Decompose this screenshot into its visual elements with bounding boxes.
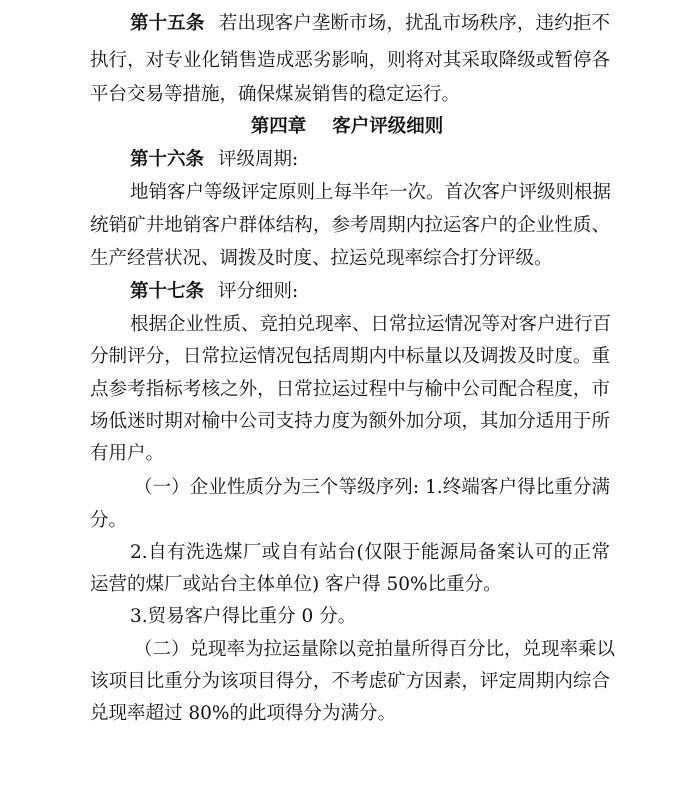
chapter-title: 客户评级细则 <box>332 116 444 137</box>
article-15-title: 第十五条 <box>130 13 205 34</box>
article-16-heading-line <box>130 144 610 176</box>
article-17-heading-line <box>130 276 610 308</box>
article-17-line-3: 点参考指标考核之外，日常拉运过程中与榆中公司配合程度，市 <box>90 379 610 400</box>
chapter-number: 第四章 <box>250 116 307 137</box>
item-1-3-line-1: 3.贸易客户得比重分 0 分。 <box>130 606 357 627</box>
article-17-line-4: 场低迷时期对榆中公司支持力度为额外加分项，其加分适用于所 <box>90 411 610 432</box>
item-1-2-line-2: 运营的煤厂或站台主体单位) 客户得 50%比重分。 <box>90 574 502 595</box>
article-17-heading: 评分细则: <box>218 281 299 302</box>
article-16-heading: 评级周期: <box>218 149 299 170</box>
article-15-line-1 <box>130 8 610 40</box>
article-16-line-1: 地销客户等级评定原则上每半年一次。首次客户评级则根据 <box>130 182 612 203</box>
article-15-text-1: 若出现客户垄断市场，扰乱市场秩序，违约拒不 <box>218 13 610 34</box>
article-17-line-2: 分制评分，日常拉运情况包括周期内中标量以及调拨及时度。重 <box>90 346 610 367</box>
item-2-line-2: 该项目比重分为该项目得分，不考虑矿方因素，评定周期内综合 <box>90 671 610 692</box>
article-17-line-5: 有用户。 <box>90 443 165 464</box>
article-17-line-1: 根据企业性质、竞拍兑现率、日常拉运情况等对客户进行百 <box>130 314 612 335</box>
item-1-line-1: （一）企业性质分为三个等级序列: 1.终端客户得比重分满 <box>134 477 610 498</box>
article-16-line-3: 生产经营状况、调拨及时度、拉运兑现率综合打分评级。 <box>90 248 553 269</box>
item-2-line-3: 兑现率超过 80%的此项得分为满分。 <box>90 703 397 724</box>
article-16-title: 第十六条 <box>130 149 205 170</box>
article-16-line-2: 统销矿井地销客户群体结构，参考周期内拉运客户的企业性质、 <box>90 215 610 236</box>
item-1-line-2: 分。 <box>90 510 128 531</box>
article-17-title: 第十七条 <box>130 281 205 302</box>
article-15-line-3: 平台交易等措施，确保煤炭销售的稳定运行。 <box>90 84 461 105</box>
article-15-line-2: 执行，对专业化销售造成恶劣影响，则将对其采取降级或暂停各 <box>90 50 610 71</box>
item-2-line-1: （二）兑现率为拉运量除以竞拍量所得百分比，兑现率乘以 <box>134 639 616 660</box>
chapter-heading <box>0 111 694 143</box>
item-1-2-line-1: 2.自有洗选煤厂或自有站台(仅限于能源局备案认可的正常 <box>130 542 610 563</box>
